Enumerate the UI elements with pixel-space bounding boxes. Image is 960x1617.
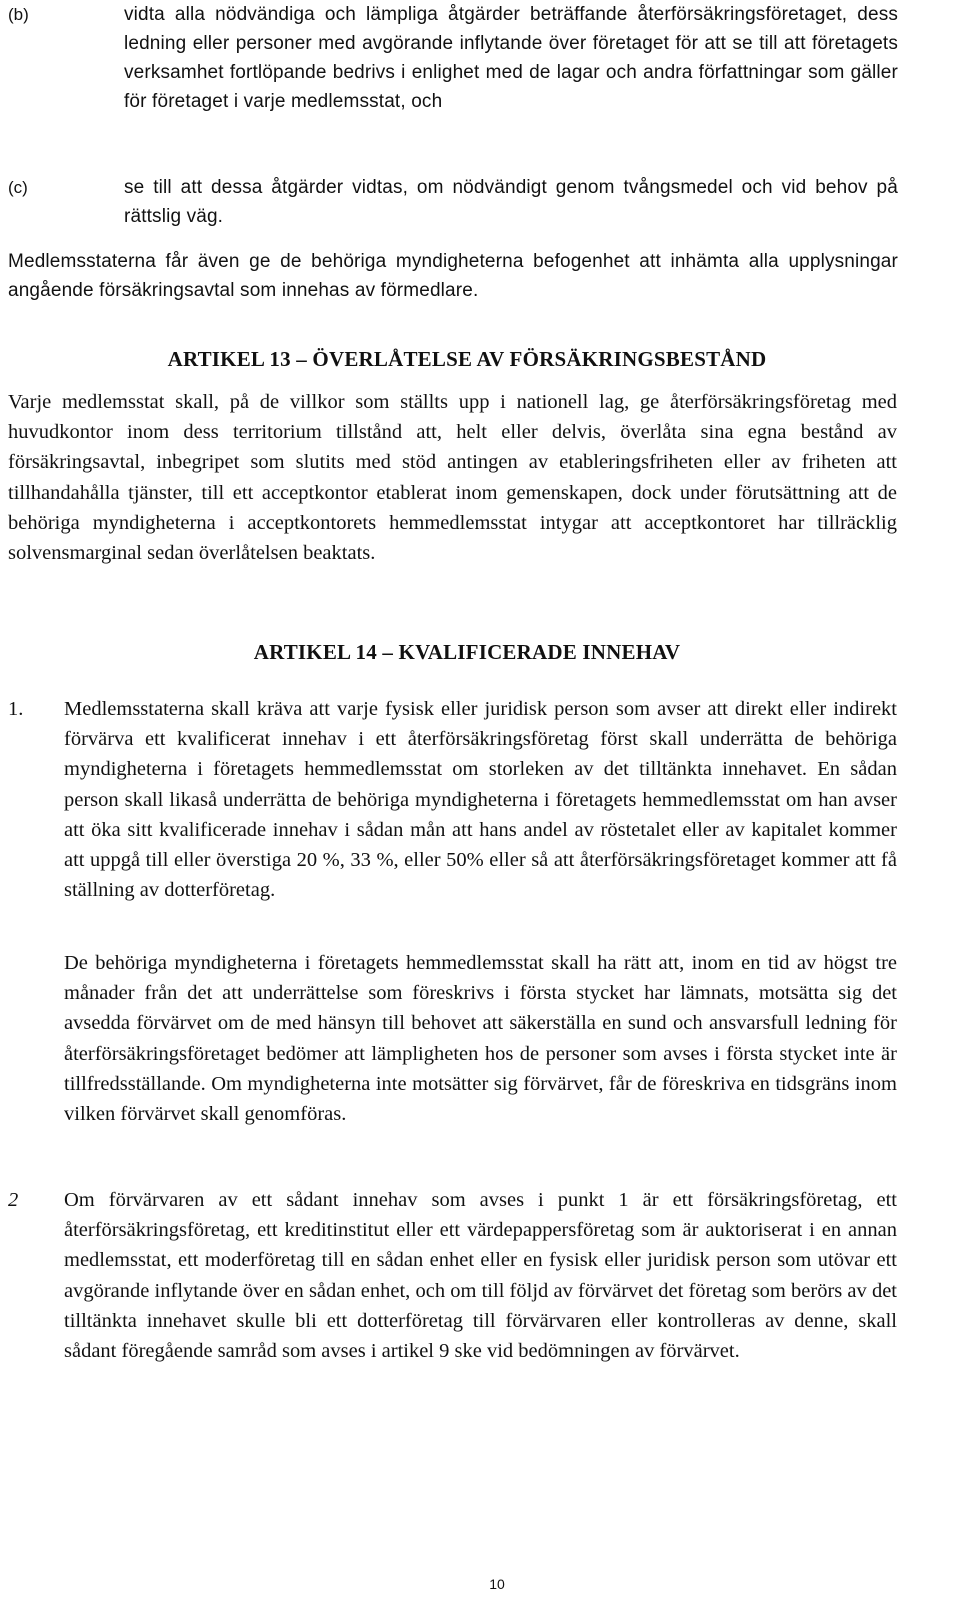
paragraph-medlemsstaterna: Medlemsstaterna får även ge de behöriga myndigheterna befogenhet att inhämta alla upplysningar angående försäkringsavtal som innehas av förmedlare. (8, 251, 898, 301)
point-1-second-paragraph: De behöriga myndigheterna i företagets hemmedlemsstat skall ha rätt att, inom en tid av högst tre månader från det att underrättelse som föreskrivs i första stycket har lämnats, motsätta sig det avsedda förvärvet om de med hänsyn till behovet att säkerställa en sund och ansvarsfull ledning för återförsäkringsföretaget bedömer att lämpligheten hos de personer som avses i första stycket inte är tillfredsställande. Om myndigheterna inte motsätter sig förvärvet, får de föreskriva en tidsgräns inom vilken förvärvet skall genomföras. (64, 952, 897, 1126)
article-13-text: Varje medlemsstat skall, på de villkor som ställts upp i nationell lag, ge återförsäkringsföretag med huvudkontor inom dess territorium tillstånd att, helt eller delvis, överlåta sina egna bestånd av försäkringsavtal, inbegripet som slutits med stöd antingen av etableringsfriheten eller av friheten att tillhandahålla tjänster, till ett acceptkontor etablerat inom gemenskapen, dock under förutsättning att de behöriga myndigheterna i acceptkontorets hemmedlemsstat intygar att acceptkontoret har tillräcklig solvensmarginal sedan överlåtelsen beaktats. (8, 391, 897, 565)
point-2-number: 2 (8, 1189, 19, 1211)
item-c-label: (c) (8, 178, 28, 197)
page-number: 10 (489, 1576, 505, 1592)
article-14-heading: ARTIKEL 14 – KVALIFICERADE INNEHAV (253, 640, 681, 664)
article-13-heading: ARTIKEL 13 – ÖVERLÅTELSE AV FÖRSÄKRINGSBESTÅND (167, 347, 767, 371)
item-b-text: vidta alla nödvändiga och lämpliga åtgärder beträffande återförsäkringsföretaget, dess ledning eller personer med avgörande inflytande över företaget för att se till att företagets verksamhet fortlöpande bedrivs i enlighet med de lagar och andra författningar som gäller för företaget i varje medlemsstat, och (124, 4, 898, 112)
point-1-number: 1. (8, 698, 24, 720)
point-1-text: Medlemsstaterna skall kräva att varje fysisk eller juridisk person som avser att direkt eller indirekt förvärva ett kvalificerat innehav i ett återförsäkringsföretag först skall underrätta de behöriga myndigheterna i företagets hemmedlemsstat om storleken av det tilltänkta innehavet. En sådan person skall likaså underrätta de behöriga myndigheterna i företagets hemmedlemsstat om han avser att öka sitt kvalificerade innehav i sådan mån att hans andel av röstetalet eller av kapitalet kommer att uppgå till eller överstiga 20 %, 33 %, eller 50% eller så att återförsäkringsföretaget kommer att få ställning av dotterföretag. (64, 698, 897, 902)
item-c-text: se till att dessa åtgärder vidtas, om nödvändigt genom tvångsmedel och vid behov på rättslig väg. (124, 177, 898, 227)
item-b-label: (b) (8, 5, 29, 24)
point-2-text: Om förvärvaren av ett sådant innehav som avses i punkt 1 är ett försäkringsföretag, ett återförsäkringsföretag, ett kreditinstitut eller ett värdepappersföretag som är auktoriserat i en annan medlemsstat, ett moderföretag till en sådan enhet eller en fysisk eller juridisk person som utövar ett avgörande inflytande över en sådan enhet, och om till följd av förvärvet det företag som berörs av det tilltänkta innehavet skulle bli ett dotterföretag till förvärvaren eller kontrolleras av denne, skall sådant föregående samråd som avses i artikel 9 ske vid bedömningen av förvärvet. (64, 1189, 897, 1363)
